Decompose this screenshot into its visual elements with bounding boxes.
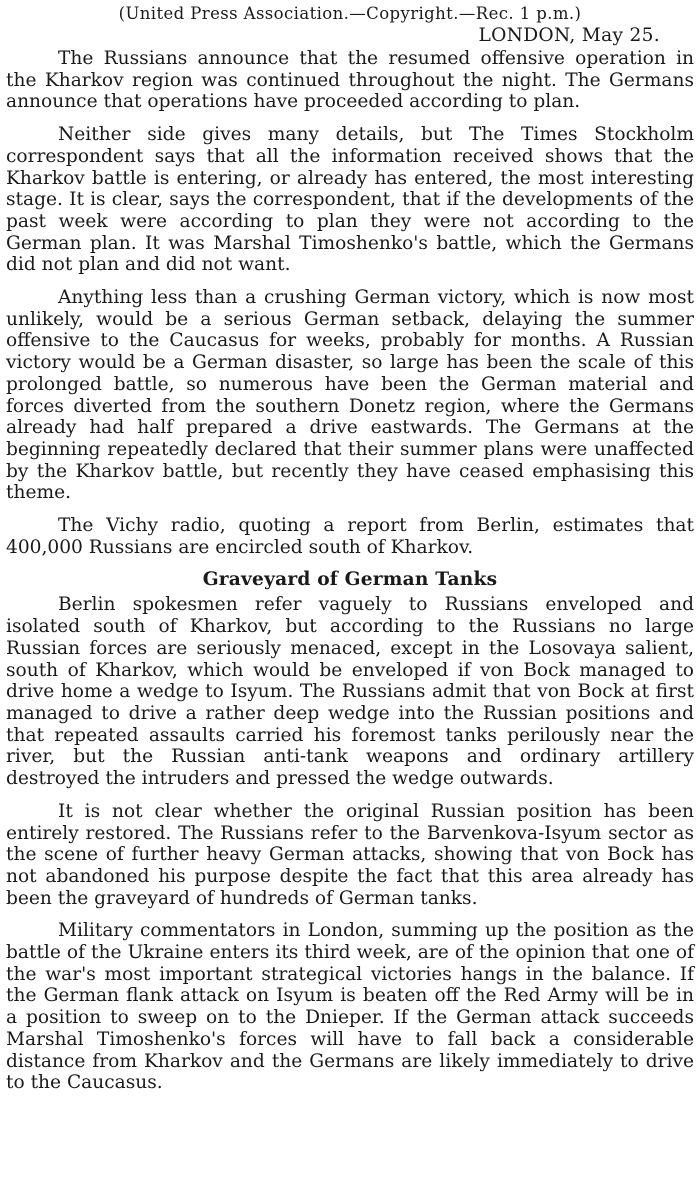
dateline: LONDON, May 25. — [478, 25, 660, 46]
article-paragraph: Berlin spokesmen refer vaguely to Russians enveloped and isolated south of Kharkov, but according to the Russians no large Russian forces are seriously menaced, except in the Losovaya salient, south of Kharkov, which would be enveloped if von Bock managed to drive home a wedge to Isyum. The Russians admit that von Bock at first managed to drive a rather deep wedge into the Russian positions and that repeated assaults carried his foremost tanks perilously near the river, but the Russian anti-tank weapons and ordinary artillery destroyed the intruders and pressed the wedge outwards. — [6, 594, 694, 790]
article-paragraph: Neither side gives many details, but The Times Stockholm correspondent says that all the information received shows that the Kharkov battle is entering, or already has entered, the most interesting stage. It is clear, says the correspondent, that if the developments of the past week were according to plan they were not according to the German plan. It was Marshal Timoshenko's battle, which the Germans did not plan and did not want. — [6, 124, 694, 276]
article-paragraph: Anything less than a crushing German victory, which is now most unlikely, would be a serious German setback, delaying the summer offensive to the Caucasus for weeks, probably for months. A Russian victory would be a German disaster, so large has been the scale of this prolonged battle, so numerous have been the German material and forces diverted from the southern Donetz region, where the Germans already had half prepared a drive eastwards. The Germans at the beginning repeatedly declared that their summer plans were unaffected by the Kharkov battle, but recently they have ceased emphasising this theme. — [6, 287, 694, 504]
article-paragraph: The Russians announce that the resumed offensive operation in the Kharkov region was continued throughout the night. The Germans announce that operations have proceeded according to plan. — [6, 48, 694, 113]
article-paragraph: The Vichy radio, quoting a report from Berlin, estimates that 400,000 Russians are encircled south of Kharkov. — [6, 515, 694, 558]
article-paragraph: Military commentators in London, summing up the position as the battle of the Ukraine enters its third week, are of the opinion that one of the war's most important strategical victories hangs in the balance. If the German flank attack on Isyum is beaten off the Red Army will be in a position to sweep on to the Dnieper. If the German attack succeeds Marshal Timoshenko's forces will have to fall back a considerable distance from Kharkov and the Germans are likely immediately to drive to the Caucasus. — [6, 920, 694, 1094]
wire-credit-line: (United Press Association.—Copyright.—Rec. 1 p.m.) — [118, 4, 582, 23]
article-paragraph: It is not clear whether the original Russian position has been entirely restored. The Russians refer to the Barvenkova-Isyum sector as the scene of further heavy German attacks, showing that von Bock has not abandoned his purpose despite the fact that this area already has been the graveyard of hundreds of German tanks. — [6, 800, 694, 909]
section-subheading: Graveyard of German Tanks — [202, 569, 498, 591]
